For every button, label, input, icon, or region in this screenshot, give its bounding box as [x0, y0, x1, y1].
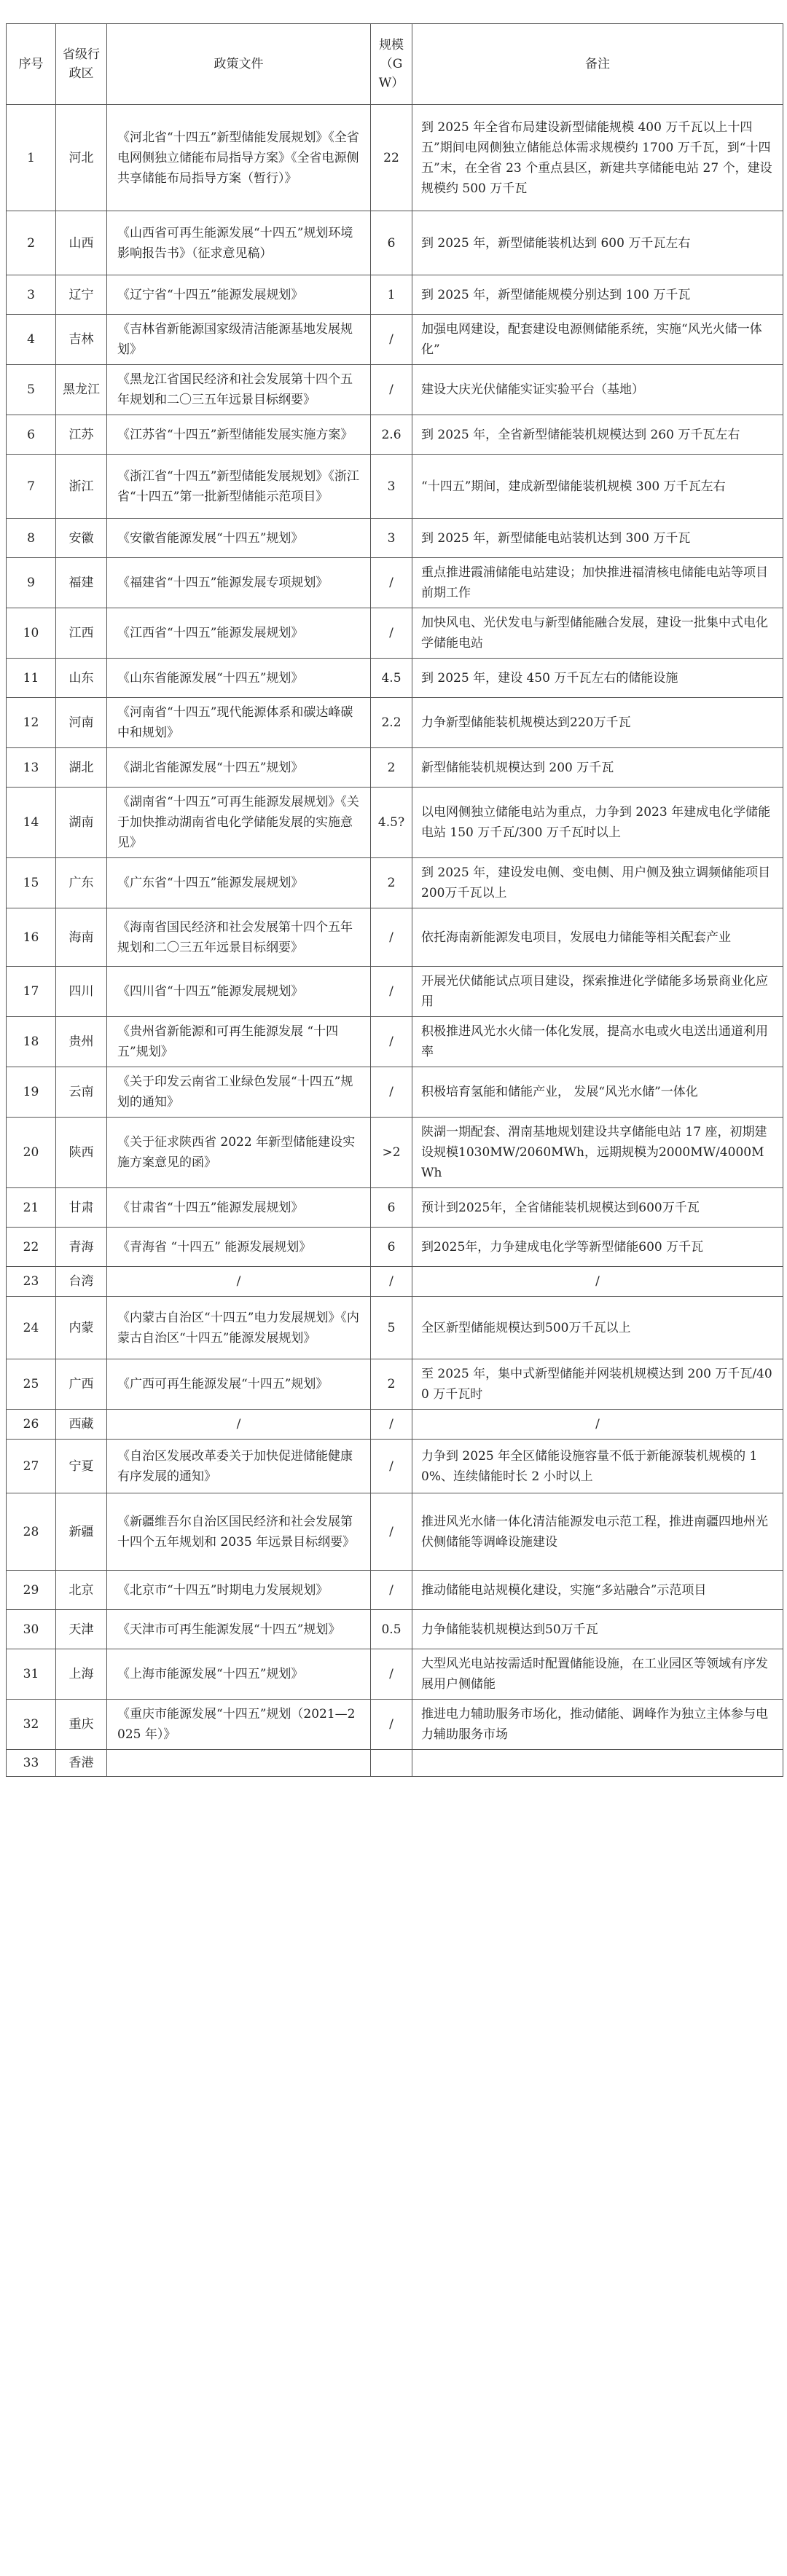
- cell-docs: 《海南省国民经济和社会发展第十四个五年规划和二〇三五年远景目标纲要》: [107, 908, 371, 967]
- header-province: 省级行政区: [56, 24, 107, 105]
- cell-no: 11: [7, 659, 56, 698]
- cell-note: 力争储能装机规模达到50万千瓦: [412, 1610, 783, 1649]
- cell-note: 到 2025 年，建设 450 万千瓦左右的储能设施: [412, 659, 783, 698]
- cell-province: 西藏: [56, 1410, 107, 1440]
- cell-province: 台湾: [56, 1267, 107, 1297]
- cell-province: 上海: [56, 1649, 107, 1700]
- header-scale: 规模（GW）: [371, 24, 412, 105]
- cell-note: 全区新型储能规模达到500万千瓦以上: [412, 1297, 783, 1359]
- table-row: [7, 365, 783, 415]
- cell-province: 湖北: [56, 748, 107, 788]
- table-row: [7, 908, 783, 967]
- cell-docs: 《山西省可再生能源发展“十四五”规划环境影响报告书》（征求意见稿）: [107, 211, 371, 275]
- cell-scale: 0.5: [371, 1610, 412, 1649]
- cell-docs: 《河北省“十四五”新型储能发展规划》《全省电网侧独立储能布局指导方案》《全省电源侧共享储能布局指导方案（暂行）》: [107, 105, 371, 211]
- cell-docs: /: [107, 1410, 371, 1440]
- cell-province: 辽宁: [56, 275, 107, 315]
- cell-scale: /: [371, 608, 412, 659]
- cell-scale: [371, 1750, 412, 1777]
- cell-scale: /: [371, 908, 412, 967]
- cell-docs: 《浙江省“十四五”新型储能发展规划》《浙江省“十四五”第一批新型储能示范项目》: [107, 455, 371, 519]
- cell-scale: /: [371, 365, 412, 415]
- cell-no: 27: [7, 1440, 56, 1493]
- cell-docs: 《江苏省“十四五”新型储能发展实施方案》: [107, 415, 371, 455]
- header-note: 备注: [412, 24, 783, 105]
- cell-note: /: [412, 1267, 783, 1297]
- cell-note: 到 2025 年，新型储能规模分别达到 100 万千瓦: [412, 275, 783, 315]
- table-row: [7, 1297, 783, 1359]
- cell-scale: /: [371, 315, 412, 365]
- cell-docs: 《广东省“十四五”能源发展规划》: [107, 858, 371, 908]
- cell-note: 预计到2025年，全省储能装机规模达到600万千瓦: [412, 1188, 783, 1228]
- cell-docs: 《黑龙江省国民经济和社会发展第十四个五年规划和二〇三五年远景目标纲要》: [107, 365, 371, 415]
- cell-province: 江西: [56, 608, 107, 659]
- cell-note: 推动储能电站规模化建设，实施“多站融合”示范项目: [412, 1571, 783, 1610]
- cell-no: 30: [7, 1610, 56, 1649]
- cell-province: 青海: [56, 1228, 107, 1267]
- table-row: [7, 1440, 783, 1493]
- cell-province: 甘肃: [56, 1188, 107, 1228]
- cell-docs: 《关于印发云南省工业绿色发展“十四五”规划的通知》: [107, 1067, 371, 1118]
- cell-scale: /: [371, 1700, 412, 1750]
- cell-scale: 3: [371, 455, 412, 519]
- cell-no: 19: [7, 1067, 56, 1118]
- cell-scale: /: [371, 1267, 412, 1297]
- cell-note: 以电网侧独立储能电站为重点，力争到 2023 年建成电化学储能电站 150 万千瓦/300 万千瓦时以上: [412, 788, 783, 858]
- table-row: [7, 1571, 783, 1610]
- cell-note: 推进电力辅助服务市场化，推动储能、调峰作为独立主体参与电力辅助服务市场: [412, 1700, 783, 1750]
- cell-docs: 《福建省“十四五”能源发展专项规划》: [107, 558, 371, 608]
- cell-note: 开展光伏储能试点项目建设，探索推进化学储能多场景商业化应用: [412, 967, 783, 1017]
- cell-note: [412, 1750, 783, 1777]
- cell-note: 推进风光水储一体化清洁能源发电示范工程，推进南疆四地州光伏侧储能等调峰设施建设: [412, 1493, 783, 1571]
- cell-note: 重点推进霞浦储能电站建设；加快推进福清核电储能电站等项目前期工作: [412, 558, 783, 608]
- table-row: [7, 608, 783, 659]
- cell-note: /: [412, 1410, 783, 1440]
- cell-province: 内蒙: [56, 1297, 107, 1359]
- cell-note: 到2025年，力争建成电化学等新型储能600 万千瓦: [412, 1228, 783, 1267]
- table-row: [7, 1359, 783, 1410]
- cell-scale: /: [371, 1410, 412, 1440]
- cell-note: 积极培育氢能和储能产业， 发展“风光水储”一体化: [412, 1067, 783, 1118]
- table-row: [7, 967, 783, 1017]
- cell-scale: /: [371, 1440, 412, 1493]
- cell-docs: [107, 1750, 371, 1777]
- cell-scale: /: [371, 1493, 412, 1571]
- cell-scale: 4.5: [371, 659, 412, 698]
- cell-no: 15: [7, 858, 56, 908]
- table-body: [7, 105, 783, 1777]
- cell-no: 10: [7, 608, 56, 659]
- table-row: [7, 788, 783, 858]
- cell-note: 到 2025 年，新型储能电站装机达到 300 万千瓦: [412, 519, 783, 558]
- cell-note: 力争新型储能装机规模达到220万千瓦: [412, 698, 783, 748]
- cell-no: 23: [7, 1267, 56, 1297]
- cell-no: 8: [7, 519, 56, 558]
- cell-province: 河北: [56, 105, 107, 211]
- cell-no: 13: [7, 748, 56, 788]
- cell-docs: 《重庆市能源发展“十四五”规划（2021—2025 年）》: [107, 1700, 371, 1750]
- cell-no: 3: [7, 275, 56, 315]
- cell-note: 加强电网建设，配套建设电源侧储能系统，实施“风光火储一体化”: [412, 315, 783, 365]
- cell-docs: 《湖北省能源发展“十四五”规划》: [107, 748, 371, 788]
- cell-scale: /: [371, 1067, 412, 1118]
- cell-no: 32: [7, 1700, 56, 1750]
- cell-docs: 《吉林省新能源国家级清洁能源基地发展规划》: [107, 315, 371, 365]
- cell-no: 25: [7, 1359, 56, 1410]
- policy-table: [6, 23, 783, 1777]
- cell-no: 31: [7, 1649, 56, 1700]
- cell-note: “十四五”期间，建成新型储能装机规模 300 万千瓦左右: [412, 455, 783, 519]
- cell-province: 宁夏: [56, 1440, 107, 1493]
- cell-province: 香港: [56, 1750, 107, 1777]
- cell-province: 新疆: [56, 1493, 107, 1571]
- cell-province: 海南: [56, 908, 107, 967]
- cell-province: 湖南: [56, 788, 107, 858]
- cell-note: 到 2025 年，建设发电侧、变电侧、用户侧及独立调频储能项目200万千瓦以上: [412, 858, 783, 908]
- cell-docs: 《上海市能源发展“十四五”规划》: [107, 1649, 371, 1700]
- table-row: [7, 1649, 783, 1700]
- table-row: [7, 1700, 783, 1750]
- cell-scale: 1: [371, 275, 412, 315]
- cell-province: 山东: [56, 659, 107, 698]
- cell-note: 陕湖一期配套、渭南基地规划建设共享储能电站 17 座，初期建设规模1030MW/2060MWh，远期规模为2000MW/4000MWh: [412, 1118, 783, 1188]
- table-row: [7, 211, 783, 275]
- table-row: [7, 315, 783, 365]
- cell-province: 四川: [56, 967, 107, 1017]
- cell-scale: /: [371, 558, 412, 608]
- cell-province: 黑龙江: [56, 365, 107, 415]
- cell-scale: /: [371, 967, 412, 1017]
- table-row: [7, 1610, 783, 1649]
- cell-no: 29: [7, 1571, 56, 1610]
- cell-scale: 6: [371, 1228, 412, 1267]
- table-row: [7, 748, 783, 788]
- cell-no: 16: [7, 908, 56, 967]
- cell-scale: 2: [371, 748, 412, 788]
- table-row: [7, 1267, 783, 1297]
- cell-docs: 《青海省 “十四五” 能源发展规划》: [107, 1228, 371, 1267]
- cell-docs: 《广西可再生能源发展“十四五”规划》: [107, 1359, 371, 1410]
- table-row: [7, 519, 783, 558]
- cell-docs: 《四川省“十四五”能源发展规划》: [107, 967, 371, 1017]
- cell-no: 22: [7, 1228, 56, 1267]
- cell-province: 重庆: [56, 1700, 107, 1750]
- cell-no: 1: [7, 105, 56, 211]
- table-row: [7, 1493, 783, 1571]
- table-row: [7, 1067, 783, 1118]
- cell-docs: 《内蒙古自治区“十四五”电力发展规划》《内蒙古自治区“十四五”能源发展规划》: [107, 1297, 371, 1359]
- cell-note: 到 2025 年，全省新型储能装机规模达到 260 万千瓦左右: [412, 415, 783, 455]
- cell-docs: 《安徽省能源发展“十四五”规划》: [107, 519, 371, 558]
- table-row: [7, 415, 783, 455]
- cell-no: 17: [7, 967, 56, 1017]
- cell-no: 21: [7, 1188, 56, 1228]
- cell-scale: /: [371, 1649, 412, 1700]
- cell-province: 陕西: [56, 1118, 107, 1188]
- cell-docs: 《湖南省“十四五”可再生能源发展规划》《关于加快推动湖南省电化学储能发展的实施意见》: [107, 788, 371, 858]
- cell-note: 力争到 2025 年全区储能设施容量不低于新能源装机规模的 10%、连续储能时长 2 小时以上: [412, 1440, 783, 1493]
- cell-docs: 《关于征求陕西省 2022 年新型储能建设实施方案意见的函》: [107, 1118, 371, 1188]
- cell-scale: /: [371, 1017, 412, 1067]
- cell-docs: 《山东省能源发展“十四五”规划》: [107, 659, 371, 698]
- cell-no: 26: [7, 1410, 56, 1440]
- cell-note: 积极推进风光水火储一体化发展，提高水电或火电送出通道利用率: [412, 1017, 783, 1067]
- cell-scale: 2.6: [371, 415, 412, 455]
- cell-docs: 《天津市可再生能源发展“十四五”规划》: [107, 1610, 371, 1649]
- cell-scale: 4.5?: [371, 788, 412, 858]
- cell-province: 北京: [56, 1571, 107, 1610]
- table-row: [7, 1017, 783, 1067]
- table-row: [7, 698, 783, 748]
- cell-no: 24: [7, 1297, 56, 1359]
- cell-no: 5: [7, 365, 56, 415]
- table-row: [7, 659, 783, 698]
- cell-province: 河南: [56, 698, 107, 748]
- table-row: [7, 275, 783, 315]
- cell-province: 安徽: [56, 519, 107, 558]
- cell-scale: 2.2: [371, 698, 412, 748]
- table-row: [7, 455, 783, 519]
- cell-no: 7: [7, 455, 56, 519]
- table-row: [7, 858, 783, 908]
- table-row: [7, 1750, 783, 1777]
- table-row: [7, 1188, 783, 1228]
- cell-no: 12: [7, 698, 56, 748]
- cell-no: 28: [7, 1493, 56, 1571]
- cell-scale: 3: [371, 519, 412, 558]
- table-row: [7, 1228, 783, 1267]
- cell-province: 福建: [56, 558, 107, 608]
- table-header-row: [7, 24, 783, 105]
- cell-note: 大型风光电站按需适时配置储能设施，在工业园区等领域有序发展用户侧储能: [412, 1649, 783, 1700]
- cell-province: 山西: [56, 211, 107, 275]
- header-no: 序号: [7, 24, 56, 105]
- cell-scale: 6: [371, 211, 412, 275]
- cell-note: 到 2025 年，新型储能装机达到 600 万千瓦左右: [412, 211, 783, 275]
- cell-province: 天津: [56, 1610, 107, 1649]
- cell-docs: 《北京市“十四五”时期电力发展规划》: [107, 1571, 371, 1610]
- cell-note: 建设大庆光伏储能实证实验平台（基地）: [412, 365, 783, 415]
- cell-docs: 《贵州省新能源和可再生能源发展 “十四五”规划》: [107, 1017, 371, 1067]
- cell-no: 2: [7, 211, 56, 275]
- cell-province: 贵州: [56, 1017, 107, 1067]
- cell-province: 云南: [56, 1067, 107, 1118]
- cell-docs: 《新疆维吾尔自治区国民经济和社会发展第十四个五年规划和 2035 年远景目标纲要》: [107, 1493, 371, 1571]
- cell-province: 广东: [56, 858, 107, 908]
- cell-no: 20: [7, 1118, 56, 1188]
- cell-docs: 《江西省“十四五”能源发展规划》: [107, 608, 371, 659]
- cell-province: 吉林: [56, 315, 107, 365]
- cell-no: 9: [7, 558, 56, 608]
- table-row: [7, 558, 783, 608]
- policy-table-container: [6, 23, 783, 1777]
- cell-scale: /: [371, 1571, 412, 1610]
- cell-scale: 5: [371, 1297, 412, 1359]
- cell-province: 江苏: [56, 415, 107, 455]
- cell-no: 18: [7, 1017, 56, 1067]
- cell-no: 33: [7, 1750, 56, 1777]
- cell-scale: 22: [371, 105, 412, 211]
- cell-no: 4: [7, 315, 56, 365]
- cell-scale: >2: [371, 1118, 412, 1188]
- cell-note: 至 2025 年，集中式新型储能并网装机规模达到 200 万千瓦/400 万千瓦时: [412, 1359, 783, 1410]
- cell-note: 依托海南新能源发电项目，发展电力储能等相关配套产业: [412, 908, 783, 967]
- cell-scale: 2: [371, 1359, 412, 1410]
- cell-note: 加快风电、光伏发电与新型储能融合发展，建设一批集中式电化学储能电站: [412, 608, 783, 659]
- cell-docs: 《甘肃省“十四五”能源发展规划》: [107, 1188, 371, 1228]
- cell-scale: 6: [371, 1188, 412, 1228]
- cell-no: 14: [7, 788, 56, 858]
- cell-docs: 《自治区发展改革委关于加快促进储能健康有序发展的通知》: [107, 1440, 371, 1493]
- cell-province: 广西: [56, 1359, 107, 1410]
- header-docs: 政策文件: [107, 24, 371, 105]
- cell-province: 浙江: [56, 455, 107, 519]
- cell-docs: 《河南省“十四五”现代能源体系和碳达峰碳中和规划》: [107, 698, 371, 748]
- cell-note: 到 2025 年全省布局建设新型储能规模 400 万千瓦以上十四五”期间电网侧独立储能总体需求规模约 1700 万千瓦，到“十四五”末，在全省 23 个重点县区，新建共享储能电站 27 个，建设规模约 500 万千瓦: [412, 105, 783, 211]
- cell-scale: 2: [371, 858, 412, 908]
- cell-docs: /: [107, 1267, 371, 1297]
- table-row: [7, 1410, 783, 1440]
- cell-no: 6: [7, 415, 56, 455]
- cell-docs: 《辽宁省“十四五”能源发展规划》: [107, 275, 371, 315]
- table-row: [7, 1118, 783, 1188]
- table-row: [7, 105, 783, 211]
- cell-note: 新型储能装机规模达到 200 万千瓦: [412, 748, 783, 788]
